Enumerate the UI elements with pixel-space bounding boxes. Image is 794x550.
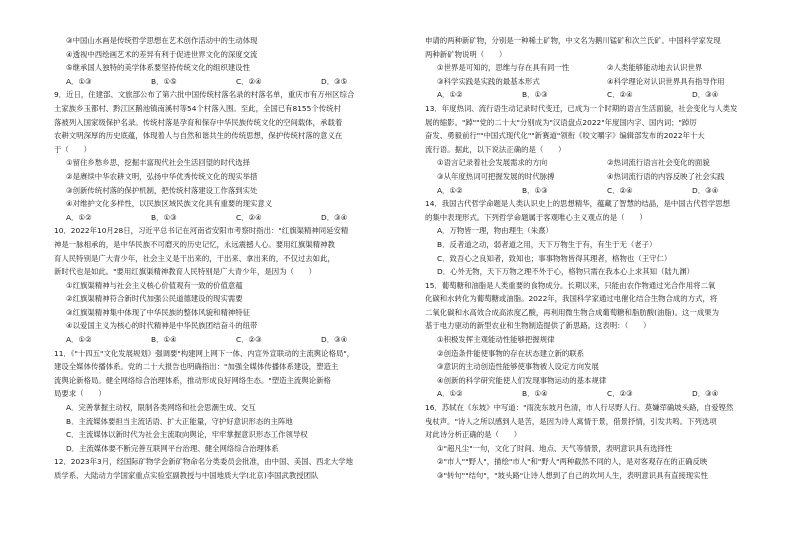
answer-choice: C．②③ — [236, 335, 262, 345]
option-line: ②"市人""野人"，描绘"市人"和"野人"两种截然不同的人，是对客观存在的正确反映 — [437, 457, 708, 467]
answer-choice: D．③④ — [321, 212, 348, 222]
statement-item: ③从年度热词可把握发展的时代脉搏 — [437, 171, 555, 181]
statement-item: ④科学理论对认识世界具有指导作用 — [607, 76, 725, 86]
question-text-line: 申请的两种新矿物，分别是一种稀土矿物，中文名为鹅川锰矿和次兰氏矿。中国科学家发现 — [425, 36, 721, 45]
answer-choices — [54, 75, 406, 89]
option-line: ②红旗渠精神符合新时代加强公民道德建设的现实需要 — [66, 294, 243, 304]
option-line: ③"转句""结句"，"坡头路"让诗人想到了自己的坎坷人生，表明意识具有直接现实性 — [437, 471, 708, 480]
answer-choice: A．①② — [66, 212, 92, 222]
answer-choices — [425, 184, 777, 198]
option-line: ⑤继承国人独特的美学体系要坚持传统文化的组织建设性 — [66, 63, 251, 73]
option-line: D．心外无物，天下万物之理不外于心，格物只需在我本心上求其知（陆九渊） — [437, 267, 694, 277]
question-text-line: 曳杖声。"诗人之所以感到人是苦，是因为诗人寓情于景，借景抒情，引发共鸣。下列选项 — [425, 416, 717, 426]
question-text-line: 展的缩影。"踔""党的二十大"分别成为"汉语盘点2022"年度国内字、国内词；"踔厉 — [425, 117, 697, 127]
option-line: ④以爱国主义为核心的时代精神是中华民族团结奋斗的纽带 — [66, 321, 258, 331]
answer-choice: A．①② — [437, 185, 463, 195]
answer-choice: A．①② — [437, 90, 463, 100]
question-text-line: 16．苏轼在《东坡》中写道："雨洗东坡月色清，市人行尽野人行。莫嫌荦确坡头路，自爱铿然 — [425, 403, 734, 413]
statement-item: ①语言记录着社会发展需求的方向 — [437, 158, 548, 168]
option-line: ②是赓续中华农耕文明，弘扬中华优秀传统文化的现实举措 — [66, 171, 258, 181]
answer-choice: B．①③ — [522, 185, 548, 195]
answer-choice: B．①③ — [522, 90, 548, 100]
option-line: C．致吾心之良知者，致知也；事事物物皆得其理者，格物也（王守仁） — [437, 253, 672, 263]
statement-item: ②人类能够能动地去认识世界 — [607, 63, 703, 73]
statement-pair — [425, 75, 777, 89]
answer-choice: B．①④ — [522, 389, 548, 399]
question-text-line: 两种新矿物说明（ ） — [425, 49, 507, 59]
option-line: ④对维护文化多样性，以民族区域民族文化具有重要的现实意义 — [66, 199, 273, 209]
answer-choices — [425, 88, 777, 102]
question-text-line: 质学系、大陆动力学国家重点实验室副教授与中国地质大学(北京)李国武教授团队 — [54, 471, 319, 480]
answer-choices — [54, 211, 406, 225]
option-line: ③创新传统村落的保护机制，把传统村落建设工作落到实处 — [66, 185, 258, 195]
answer-choices — [54, 333, 406, 347]
option-line: ①留住乡愁乡思，挖掘丰富现代社会生活回望的时代选择 — [66, 158, 251, 168]
statement-item: ④热词流行语的内容反映了社会实践 — [607, 171, 725, 181]
option-line: A．完善掌握主动权，限制各类网络和社会思潮生成、交互 — [66, 403, 256, 413]
question-text-line: 对此诗分析正确的是（ ） — [425, 430, 522, 440]
question-text-line: 9．近日，住建部、文旅部公布了第六批中国传统村落名录的村落名单，重庆市有万州区综合 — [54, 90, 355, 100]
answer-choice: C．②③ — [607, 389, 633, 399]
option-line: ①"超凡尘"一句，文化了时间、地点、天气等情景，表明意识具有选择性 — [437, 443, 673, 453]
question-text-line: 于（ ） — [54, 144, 91, 154]
answer-choice: C．②④ — [236, 76, 262, 86]
answer-choice: B．①④ — [151, 335, 177, 345]
statement-item: ③科学实践是实践的最基本形式 — [437, 76, 540, 86]
option-line: ④透视中西绘画艺术的差异有利于促进世界文化的深度交流 — [66, 49, 258, 59]
question-text-line: 13．年度热词、流行语生动记录时代变迁，已成为一个时期的语言生活面貌，社会变化与人类发 — [425, 103, 738, 113]
question-text-line: 新时代也是如此。"要用红旗渠精神教育人民特别是广大青少年，是因为（ ） — [54, 267, 317, 277]
answer-choices — [425, 387, 777, 401]
question-text-line: 流舆论新格局。健全网络综合治理体系，推动形成良好网络生态。"塑造主流舆论新格 — [54, 375, 331, 385]
statement-pair — [425, 61, 777, 75]
answer-choice: A．①③ — [66, 76, 92, 86]
answer-choice: C．②④ — [607, 185, 633, 195]
question-text-line: 奋发、勇毅前行""中国式现代化""新赛道"领衔《咬文嚼字》编辑部发布的2022年十大 — [425, 131, 705, 141]
statement-pair — [425, 156, 777, 170]
answer-choice: C．②④ — [236, 212, 262, 222]
answer-choice: D．③⑤ — [321, 76, 348, 86]
question-text-line: 落被列入国家级保护名录。传统村落是孕育和保存中华民族传统文化的空间载体，承载着 — [54, 117, 343, 127]
option-line: C．主流媒体以新时代为社会主流取向舆论，牢牢掌握意识形态工作领导权 — [66, 430, 308, 440]
question-text-line: 流行语。据此，以下说法正确的是（ ） — [425, 144, 566, 154]
question-text-line: 14．我国古代哲学命题是人类认识史上的思想精华，蕴藏了智慧的结晶，是中国古代哲学思想 — [425, 199, 731, 209]
question-text-line: 12．2023年3月，经国际矿物学会新矿物命名分类委员会批准，由中国、美国、西北大学地 — [54, 457, 353, 467]
right-column — [425, 34, 777, 483]
answer-choice: A．①② — [66, 335, 92, 345]
question-text-line: 神是一脉相承的，是中华民族不可磨灭的历史记忆，永远震撼人心。要用红旗渠精神教 — [54, 239, 335, 249]
question-text-line: 育人民特别是广大青少年，社会主义是干出来的，干出来、拿出来的，不仅过去如此， — [54, 253, 335, 263]
option-line: ④创新的科学研究能使人们发现事物运动的基本规律 — [437, 375, 607, 385]
left-column — [54, 34, 406, 483]
question-text-line: 土家族乡玉都村、黔江区鹅池镇南溪村等54个村落入围。至此，全国已有8155个传统村 — [54, 103, 341, 113]
answer-choice: D．③④ — [692, 90, 719, 100]
option-line: ③红旗渠精神集中体现了中华民族的整体风貌和精神特征 — [66, 307, 251, 317]
answer-choice: A．①② — [437, 389, 463, 399]
option-line: D．主流媒体要不断完善互联网平台治理、健全网络综合治理体系 — [66, 443, 279, 453]
option-line: ①红旗渠精神与社会主义核心价值观有一致的价值意蕴 — [66, 280, 243, 290]
statement-item: ②热词流行语言社会变化的面貌 — [607, 158, 710, 168]
option-line: ①积极发挥主观能动性能够把握规律 — [437, 335, 555, 345]
answer-choice: B．①③ — [151, 212, 177, 222]
answer-choice: D．③④ — [692, 185, 719, 195]
option-line: ②创造条件能使事物的存在状态建立新的联系 — [437, 348, 585, 358]
option-line: A．万物皆一理，物由理生（朱熹） — [437, 226, 553, 236]
option-line: ③中国山水画是传统哲学思想在艺术创作活动中的生动体现 — [66, 36, 258, 45]
option-line: ③意识的主动创造性能够使事物被人设定方向发展 — [437, 362, 599, 372]
option-line: B．反者道之动，弱者道之用，天下万物生于有，有生于无（老子） — [437, 239, 657, 249]
question-text-line: 的集中表现形式。下列哲学命题属于客观唯心主义观点的是（ ） — [425, 212, 647, 222]
question-text-line: 二氧化碳和水高效合成高浓度乙酸，再利用微生物合成葡萄糖和脂肪酸(油脂)。这一成果为 — [425, 307, 720, 317]
answer-choice: D．③④ — [321, 335, 348, 345]
answer-choice: D．③④ — [692, 389, 719, 399]
question-text-line: 局要求（ ） — [54, 389, 106, 399]
question-text-line: 农耕文明深厚的历史底蕴，体现着人与自然和谐共生的传统思想，保护传统村落的意义在 — [54, 131, 343, 141]
question-text-line: 化碳和水转化为葡萄糖或油脂。2022年，我国科学家通过电催化结合生物合成的方式，将 — [425, 294, 718, 304]
answer-choice: B．①⑤ — [151, 76, 177, 86]
option-line: B．主流媒体要担当主流话语、扩大正能量，守护好意识形态的主阵地 — [66, 416, 293, 426]
question-text-line: 基于电力驱动的新型农业和生物制造提供了新思路。这表明：（ ） — [425, 321, 651, 331]
question-text-line: 15．葡萄糖和油脂是人类重要的食物成分。长期以来，只能由农作物通过光合作用将二氧 — [425, 280, 716, 290]
question-text-line: 建设全媒体传播体系。党的二十大报告也明确指出："加强全媒体传播体系建设，塑造主 — [54, 362, 339, 372]
statement-pair — [425, 170, 777, 184]
question-text-line: 11．《"十四五"文化发展规划》强调要"构建网上网下一体、内宣外宣联动的主流舆论格局"， — [54, 348, 355, 358]
statement-item: ①世界是可知的，思维与存在具有同一性 — [437, 63, 570, 73]
question-text-line: 10．2022年10月28日，习近平总书记在河南省安阳市考察时指出："红旗渠精神同延安精 — [54, 226, 349, 236]
answer-choice: C．②④ — [607, 90, 633, 100]
